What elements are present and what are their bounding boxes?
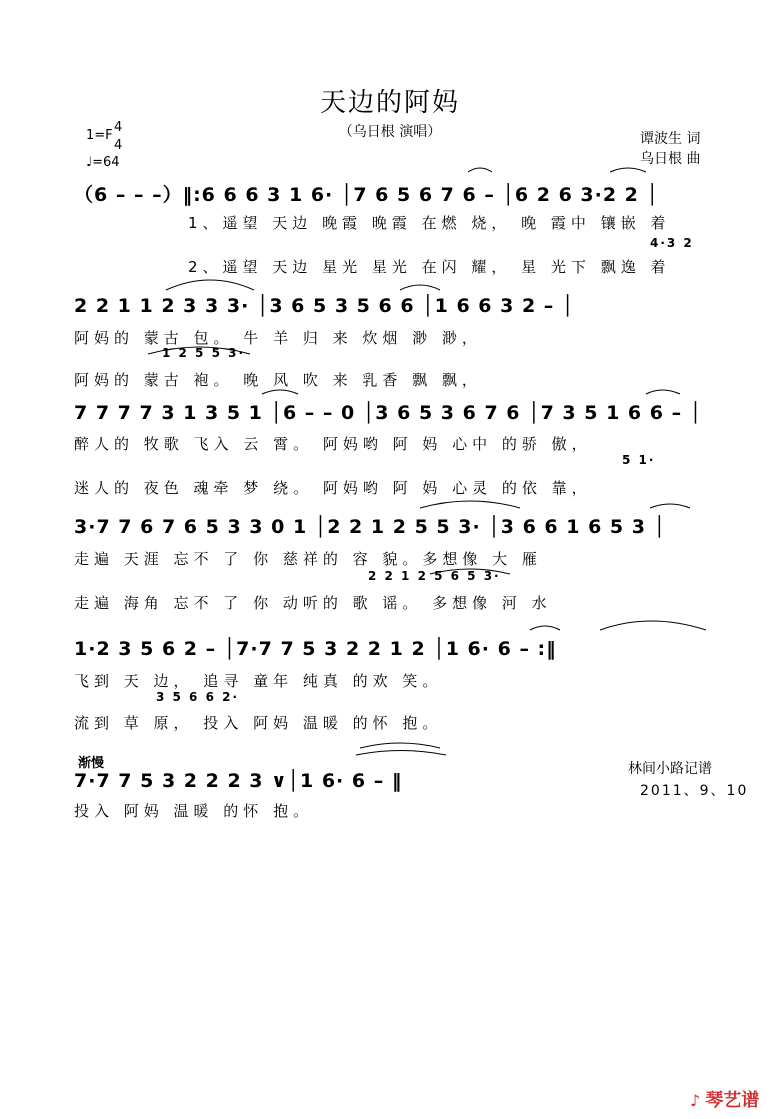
slur-row-4 (420, 501, 520, 508)
score-row-2-lyric-2: 阿妈的 蒙古 袍。 晚 风 吹 来 乳香 飘 飘， (74, 371, 482, 389)
score-row-4-lyric-1: 走遍 天涯 忘不 了 你 慈祥的 容 貌。多想像 大 雁 (74, 550, 542, 568)
score-row-2-lyric-1: 阿妈的 蒙古 包。 牛 羊 归 来 炊烟 渺 渺， (74, 329, 482, 347)
score-row-5-alt-notes: 3 5 6 6 2· (156, 690, 240, 704)
slur-row-2b (400, 285, 440, 290)
score-row-1-lyric-2: 2、遥望 天边 星光 星光 在闪 耀， 星 光下 飘逸 着 (188, 258, 671, 276)
slur-row-4-alt (430, 569, 510, 574)
score-row-5-lyric-2: 流到 草 原， 投入 阿妈 温暖 的怀 抱。 (74, 714, 443, 732)
slur-row-1b (610, 168, 646, 172)
score-row-1-lyric-1: 1、遥望 天边 晚霞 晚霞 在燃 烧， 晚 霞中 镶嵌 着 (188, 214, 671, 232)
score-row-3-lyric-1: 醉人的 牧歌 飞入 云 霄。 阿妈哟 阿 妈 心中 的骄 傲， (74, 435, 592, 453)
slur-row-2 (166, 280, 254, 290)
time-signature-top: 4 (114, 120, 123, 135)
score-row-6-lyric-1: 投入 阿妈 温暖 的怀 抱。 (74, 802, 314, 820)
score-row-6-notes: 7·7 7 5 3 2 2 2 3 ∨│1 6· 6 – ‖ (74, 770, 403, 792)
slur-row-1 (468, 168, 492, 172)
ritardando-marking: 渐慢 (78, 756, 105, 771)
time-signature-bottom: 4 (114, 138, 123, 153)
slur-row-2-alt (148, 347, 250, 354)
transcriber-credit: 林间小路记谱 (628, 761, 712, 777)
lyricist-credit: 谭波生 词 (640, 131, 701, 147)
transcription-date: 2011、9、10 (640, 783, 749, 799)
page-subtitle: （乌日根 演唱） (338, 124, 442, 140)
page-title: 天边的阿妈 (319, 88, 460, 118)
score-row-4-notes: 3·7 7 6 7 6 5 3 3 0 1 │2 2 1 2 5 5 3· │3 6 6 1 6 5 3 │ (74, 516, 667, 538)
score-row-2-notes: 2 2 1 1 2 3 3 3· │3 6 5 3 5 6 6 │1 6 6 3 2 – │ (74, 295, 575, 317)
slur-row-6b (356, 751, 446, 756)
slur-row-5b (530, 626, 560, 630)
tempo-marking: ♩=64 (86, 155, 120, 170)
score-row-3-lyric-2: 迷人的 夜色 魂牵 梦 绕。 阿妈哟 阿 妈 心灵 的依 靠， (74, 479, 592, 497)
slur-row-3b (646, 390, 680, 394)
score-row-1-notes: （6 – – –）‖:6 6 6 3 1 6· │7 6 5 6 7 6 – │6 2 6 3·2 2 │ (74, 184, 659, 206)
logo-icon: ♪ (690, 1091, 701, 1110)
score-row-3-alt-notes: 5 1· (622, 453, 656, 467)
slur-row-4b (650, 504, 690, 508)
composer-credit: 乌日根 曲 (640, 151, 701, 167)
key-signature: 1=F (86, 128, 113, 143)
slur-row-6 (360, 743, 440, 748)
score-row-5-lyric-1: 飞到 天 边， 追寻 童年 纯真 的欢 笑。 (74, 672, 443, 690)
score-row-1-alt-notes: 4·3 2 (650, 236, 694, 250)
score-row-5-notes: 1·2 3 5 6 2 – │7·7 7 5 3 2 2 1 2 │1 6· 6 – :‖ (74, 638, 557, 660)
score-row-4-lyric-2: 走遍 海角 忘不 了 你 动听的 歌 谣。 多想像 河 水 (74, 594, 552, 612)
logo-text: 琴艺谱 (705, 1090, 760, 1111)
score-row-2-alt-notes: 1 2 5 5 3· (162, 346, 246, 360)
slur-row-3 (262, 390, 298, 394)
score-row-3-notes: 7 7 7 7 3 1 3 5 1 │6 – – 0 │3 6 5 3 6 7 6 │7 3 5 1 6 6 – │ (74, 402, 703, 424)
score-row-4-alt-notes: 2 2 1 2 5 6 5 3· (368, 569, 501, 583)
slur-row-5 (600, 621, 706, 630)
